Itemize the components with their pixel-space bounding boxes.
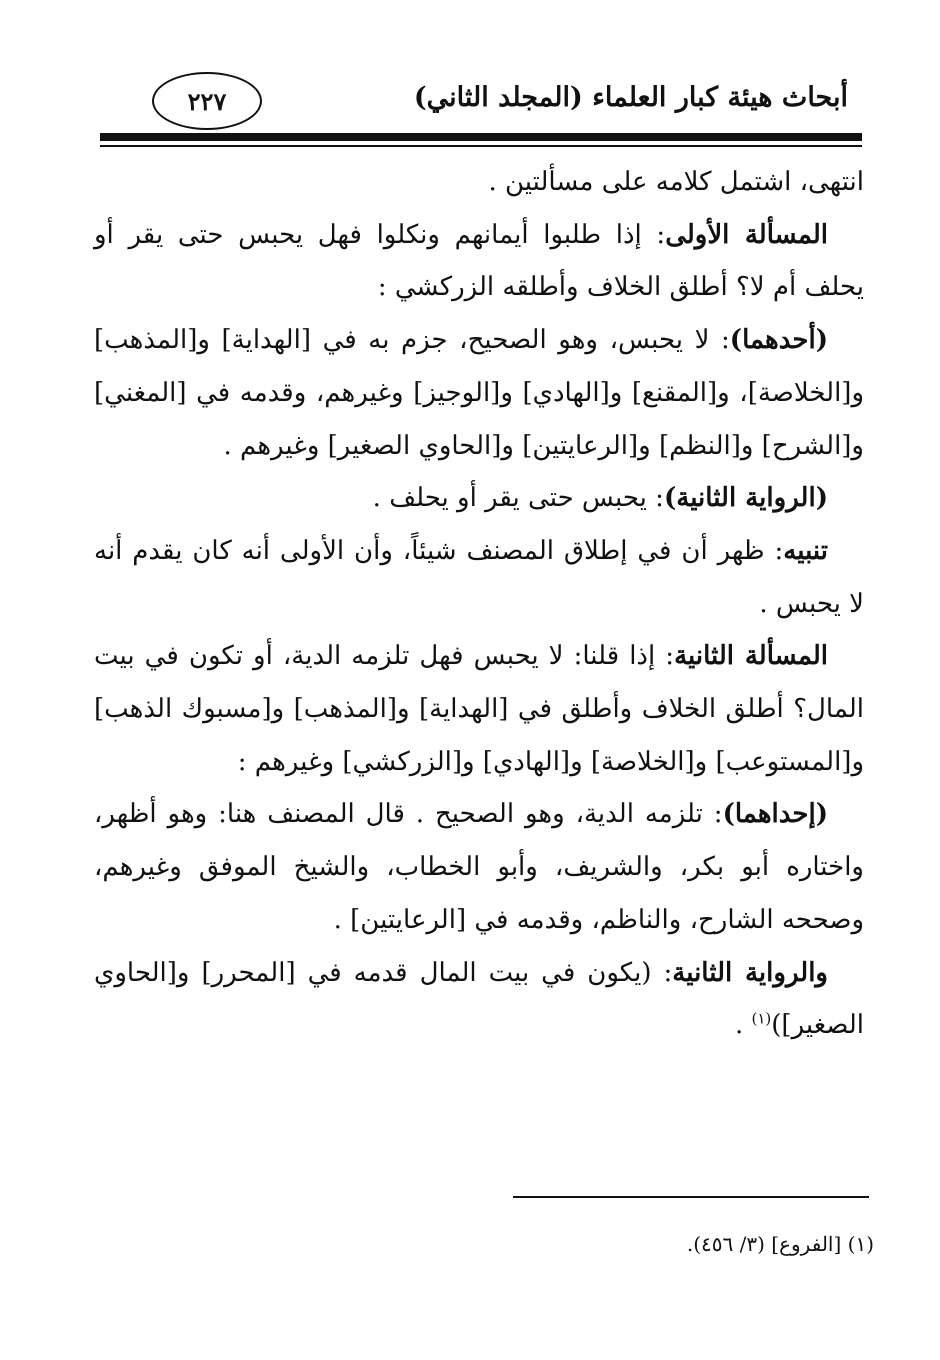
paragraph-3 <box>94 314 864 472</box>
paragraph-4-text: : يحبس حتى يقر أو يحلف . <box>372 483 664 514</box>
paragraph-4 <box>94 472 864 525</box>
paragraph-6-text: : إذا قلنا: لا يحبس فهل تلزمه الدية، أو تكون في بيت المال؟ أطلق الخلاف وأطلق في [الهداية] و[المذهب] و[مسبوك الذهب] و[المستوعب] و[الخلاصة] و[الهادي] و[الزركشي] وغيرهم : <box>94 641 864 777</box>
paragraph-6 <box>94 630 864 788</box>
paragraph-8-end: . <box>734 1010 752 1041</box>
running-header-title: أبحاث هيئة كبار العلماء (المجلد الثاني) <box>413 82 848 113</box>
paragraph-2 <box>94 209 864 314</box>
body-text <box>94 156 864 1052</box>
paragraph-8 <box>94 947 864 1052</box>
footnote: (١) [الفروع] (٣/ ٤٥٦). <box>686 1232 874 1256</box>
page-number: ٢٢٧ <box>152 72 262 130</box>
heading-note: تنبيه <box>783 535 828 566</box>
paragraph-2-text: : إذا طلبوا أيمانهم ونكلوا فهل يحبس حتى يقر أو يحلف أم لا؟ أطلق الخلاف وأطلقه الزركشي : <box>94 219 864 303</box>
paragraph-5 <box>94 525 864 630</box>
paragraph-7-text: : تلزمه الدية، وهو الصحيح . قال المصنف هنا: وهو أظهر، واختاره أبو بكر، والشريف، وأبو الخطاب، والشيخ الموفق وغيرهم، وصححه الشارح، والناظم، وقدمه في [الرعايتين] . <box>94 799 864 935</box>
heading-first-narration-2: (إحداهما) <box>722 799 828 830</box>
footnote-separator <box>513 1196 869 1198</box>
heading-second-narration: (الرواية الثانية) <box>663 483 828 514</box>
heading-first-issue: المسألة الأولى <box>665 219 828 250</box>
footnote-marker: (١) <box>751 1009 772 1028</box>
heading-second-narration-2: والرواية الثانية <box>672 957 828 988</box>
header-rule-thin <box>100 145 862 147</box>
paragraph-5-text: : ظهر أن في إطلاق المصنف شيئاً، وأن الأولى أنه كان يقدم أنه لا يحبس . <box>94 535 864 619</box>
paragraph-7 <box>94 788 864 946</box>
header-rule-thick <box>100 133 862 141</box>
paragraph-8-text: : (يكون في بيت المال قدمه في [المحرر] و[الحاوي الصغير]) <box>94 957 864 1041</box>
heading-second-issue: المسألة الثانية <box>674 641 829 672</box>
paragraph-1: انتهى، اشتمل كلامه على مسألتين . <box>488 167 864 197</box>
heading-first-narration: (أحدهما) <box>729 325 828 356</box>
paragraph-3-text: : لا يحبس، وهو الصحيح، جزم به في [الهداية] و[المذهب] و[الخلاصة]، و[المقنع] و[الهادي] و[الوجيز] وغيرهم، وقدمه في [المغني] و[الشرح] و[النظم] و[الرعايتين] و[الحاوي الصغير] وغيرهم . <box>94 325 864 461</box>
